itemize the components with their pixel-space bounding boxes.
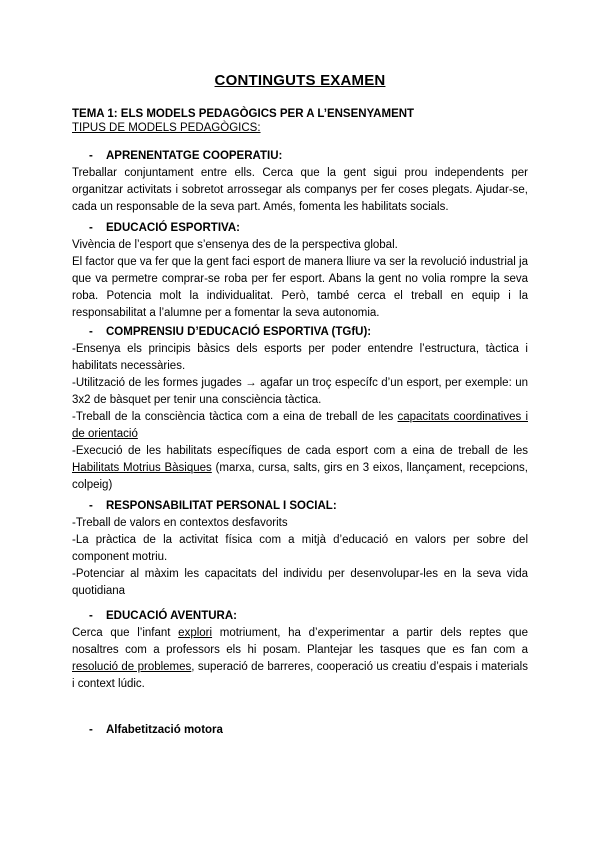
heading-text: EDUCACIÓ AVENTURA:: [106, 610, 237, 622]
bullet-dash: -: [89, 326, 93, 338]
section-body: [72, 515, 528, 600]
bullet-dash: -: [89, 500, 93, 512]
bullet-dash: -: [89, 150, 93, 162]
section-heading: [72, 324, 528, 341]
section-body: [72, 341, 528, 494]
section-body: [72, 165, 528, 216]
section-heading: [72, 608, 528, 625]
paragraph: -Treball de valors en contextos desfavorits: [72, 517, 288, 529]
bullet-dash: -: [89, 724, 93, 736]
heading-text: RESPONSABILITAT PERSONAL I SOCIAL:: [106, 500, 337, 512]
underlined-text: resolució de problemes: [72, 661, 192, 673]
section-subtitle: TIPUS DE MODELS PEDAGÒGICS:: [72, 122, 261, 134]
section-cooperative: [72, 148, 528, 216]
paragraph: -La pràctica de la activitat física com a mitjà d’educació en valors per sobre del component motriu.: [72, 534, 528, 563]
paragraph: -Ensenya els principis bàsics dels esports per poder entendre l’estructura, tàctica i habilitats necessàries.: [72, 343, 528, 372]
heading-text: COMPRENSIU D’EDUCACIÓ ESPORTIVA (TGfU):: [106, 326, 372, 338]
underlined-text: Habilitats Motrius Bàsiques: [72, 462, 212, 474]
section-body: [72, 237, 528, 322]
section-heading: [72, 722, 528, 739]
topic-heading: TEMA 1: ELS MODELS PEDAGÒGICS PER A L’ENSENYAMENT: [72, 108, 415, 120]
paragraph: -Potenciar al màxim les capacitats del individu per desenvolupar-les en la seva vida quotidiana: [72, 568, 528, 597]
paragraph: El factor que va fer que la gent faci esport de manera lliure va ser la revolució industrial ja que va permetre comprar-se roba per fer esport. Abans la gent no volia rompre la seva roba. Potencia molt la individualitat. Però, també cerca el treball en equip i la responsabilitat a l’alumne per a fomentar la seva autonomia.: [72, 256, 528, 319]
heading-text: EDUCACIÓ ESPORTIVA:: [106, 222, 240, 234]
section-tgfu: [72, 324, 528, 494]
section-heading: [72, 220, 528, 237]
paragraph: -Utilització de les formes jugades → agafar un troç específc d’un esport, per exemple: un 3x2 de bàsquet per tenir una consciència tàctica.: [72, 377, 528, 406]
page-title: CONTINGUTS EXAMEN: [214, 72, 386, 89]
section-adventure: [72, 608, 528, 693]
paragraph: Vivència de l’esport que s’ensenya des de la perspectiva global.: [72, 239, 398, 251]
underlined-text: explori: [178, 627, 213, 639]
section-body: [72, 625, 528, 693]
paragraph: -Execució de les habilitats específiques de cada esport com a eina de treball de les Habilitats Motrius Bàsiques (marxa, cursa, salts, girs en 3 eixos, llançament, recepcions, colpeig): [72, 445, 528, 491]
section-heading: [72, 148, 528, 165]
section-motor-literacy: [72, 722, 528, 739]
section-heading: [72, 498, 528, 515]
underlined-text: capacitats coordinatives i de orientació: [72, 411, 528, 440]
heading-text: Alfabetització motora: [106, 724, 223, 736]
bullet-dash: -: [89, 610, 93, 622]
section-responsibility: [72, 498, 528, 600]
bullet-dash: -: [89, 222, 93, 234]
paragraph: Treballar conjuntament entre ells. Cerca que la gent sigui prou independents per organitzar activitats i sobretot arrossegar als companys per fer coses plegats. Ajudar-se, cada un responsable de la seva part. Amés, fomenta les habilitats socials.: [72, 167, 528, 213]
heading-text: APRENENTATGE COOPERATIU:: [106, 150, 283, 162]
section-sports-education: [72, 220, 528, 322]
paragraph: Cerca que l’infant explori motriument, ha d’experimentar a partir dels reptes que nosaltres com a professors els hi posam. Plantejar les tasques que es fan com a resolució de problemes, superació de barreres, cooperació us creatiu d’espais i materials i context lúdic.: [72, 627, 528, 690]
paragraph: -Treball de la consciència tàctica com a eina de treball de les capacitats coordinatives i de orientació: [72, 411, 528, 440]
